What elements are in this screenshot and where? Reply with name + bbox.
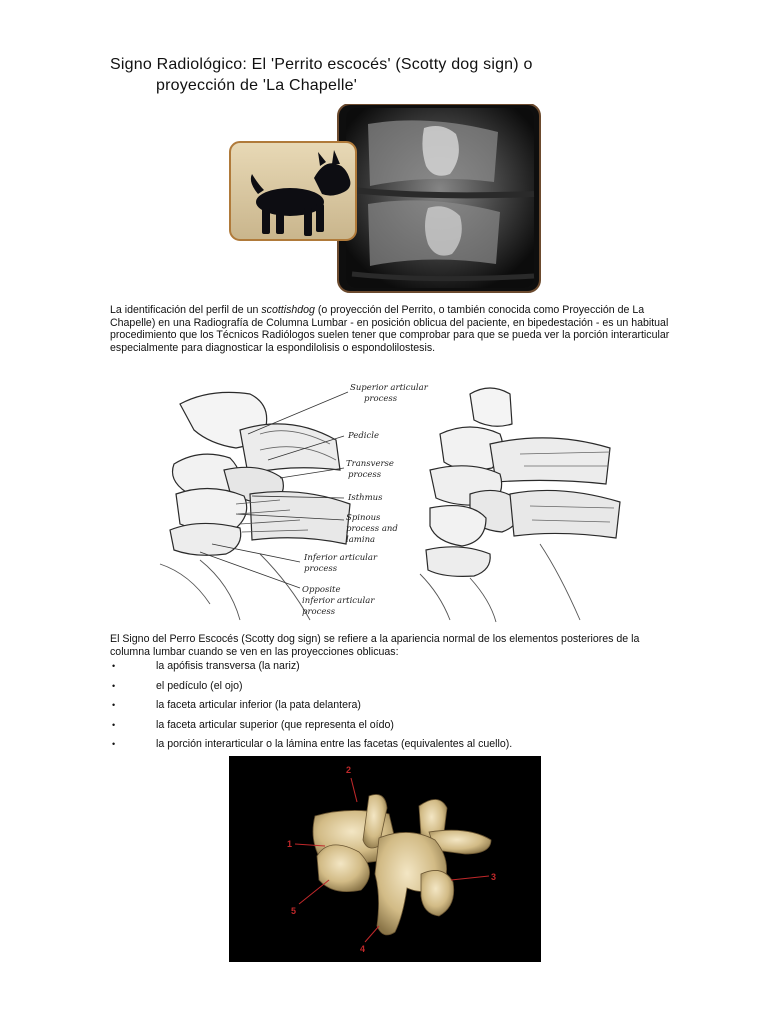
label-pedicle: Pedicle (348, 431, 380, 441)
list-item-text: la faceta articular superior (que representa el oído) (156, 718, 394, 731)
label-opposite-2: inferior articular (302, 596, 375, 606)
bullet-icon: • (112, 680, 116, 691)
intro-paragraph (110, 304, 670, 354)
list-item (110, 699, 670, 719)
label-opposite-3: process (302, 607, 336, 617)
label-superior-articular-1: Superior articular (350, 383, 428, 393)
label-inferior-articular-2: process (304, 564, 338, 574)
list-item-text: la porción interarticular o la lámina entre las facetas (equivalentes al cuello). (156, 738, 513, 750)
list-item-text: el pedículo (el ojo) (156, 679, 243, 692)
intro-emphasis: scottishdog (261, 304, 315, 316)
scotty-sign-paragraph: El Signo del Perro Escocés (Scotty dog sign) se refiere a la apariencia normal de los elementos posteriores de la columna lumbar cuando se ven en las proyecciones oblicuas: (110, 633, 640, 658)
label-inferior-articular-1: Inferior articular (304, 553, 378, 563)
list-item-text: la apófisis transversa (la nariz) (156, 660, 300, 672)
ct-label-3: 3 (491, 872, 497, 882)
list-item-text: la faceta articular inferior (la pata delantera) (156, 699, 361, 711)
label-isthmus: Isthmus (348, 493, 383, 503)
scotty-sign-list (110, 660, 670, 758)
label-spinous-1: Spinous (346, 513, 381, 523)
bullet-icon: • (112, 739, 116, 749)
list-item (110, 719, 670, 739)
label-spinous-3: lamina (346, 535, 376, 545)
page-title-line-2: proyección de 'La Chapelle' (156, 77, 357, 94)
label-transverse-1: Transverse (346, 459, 394, 469)
ct-label-5: 5 (291, 906, 297, 916)
list-item (110, 680, 670, 700)
label-spinous-2: process and (346, 524, 398, 534)
scotty-dog-photo (230, 142, 356, 240)
xray-figure (228, 104, 542, 294)
bullet-icon: • (112, 661, 116, 671)
ct-label-1: 1 (287, 839, 293, 849)
ct-vertebra-render (229, 756, 541, 962)
xray-image (338, 104, 540, 292)
list-item (110, 660, 670, 680)
ct-label-4: 4 (360, 944, 366, 954)
list-item (110, 738, 670, 758)
intro-text-end: (o proyección del Perrito, o también conocida como Proyección de La Chapelle) en una Radiografía de Columna Lumbar - en posición oblicua del paciente, en bipedestación - es un habitual procedimiento que los Técnicos Radiólogos suelen tener que comprobar para que se pueda ver la porción interarticular especialmente para diagnosticar la espondilolisis o espondolilostesis. (110, 304, 670, 354)
page-title (110, 54, 670, 96)
label-transverse-2: process (348, 470, 382, 480)
ct-label-2: 2 (346, 765, 352, 775)
vertebra-diagram (140, 374, 630, 626)
bullet-icon: • (112, 700, 116, 710)
label-superior-articular-2: process (364, 394, 398, 404)
bullet-icon: • (112, 719, 116, 730)
page-title-line-1: Signo Radiológico: El 'Perrito escocés' (Scotty dog sign) o (110, 56, 533, 73)
label-opposite-1: Opposite (302, 585, 341, 595)
intro-text-start: La identificación del perfil de un (110, 304, 262, 316)
